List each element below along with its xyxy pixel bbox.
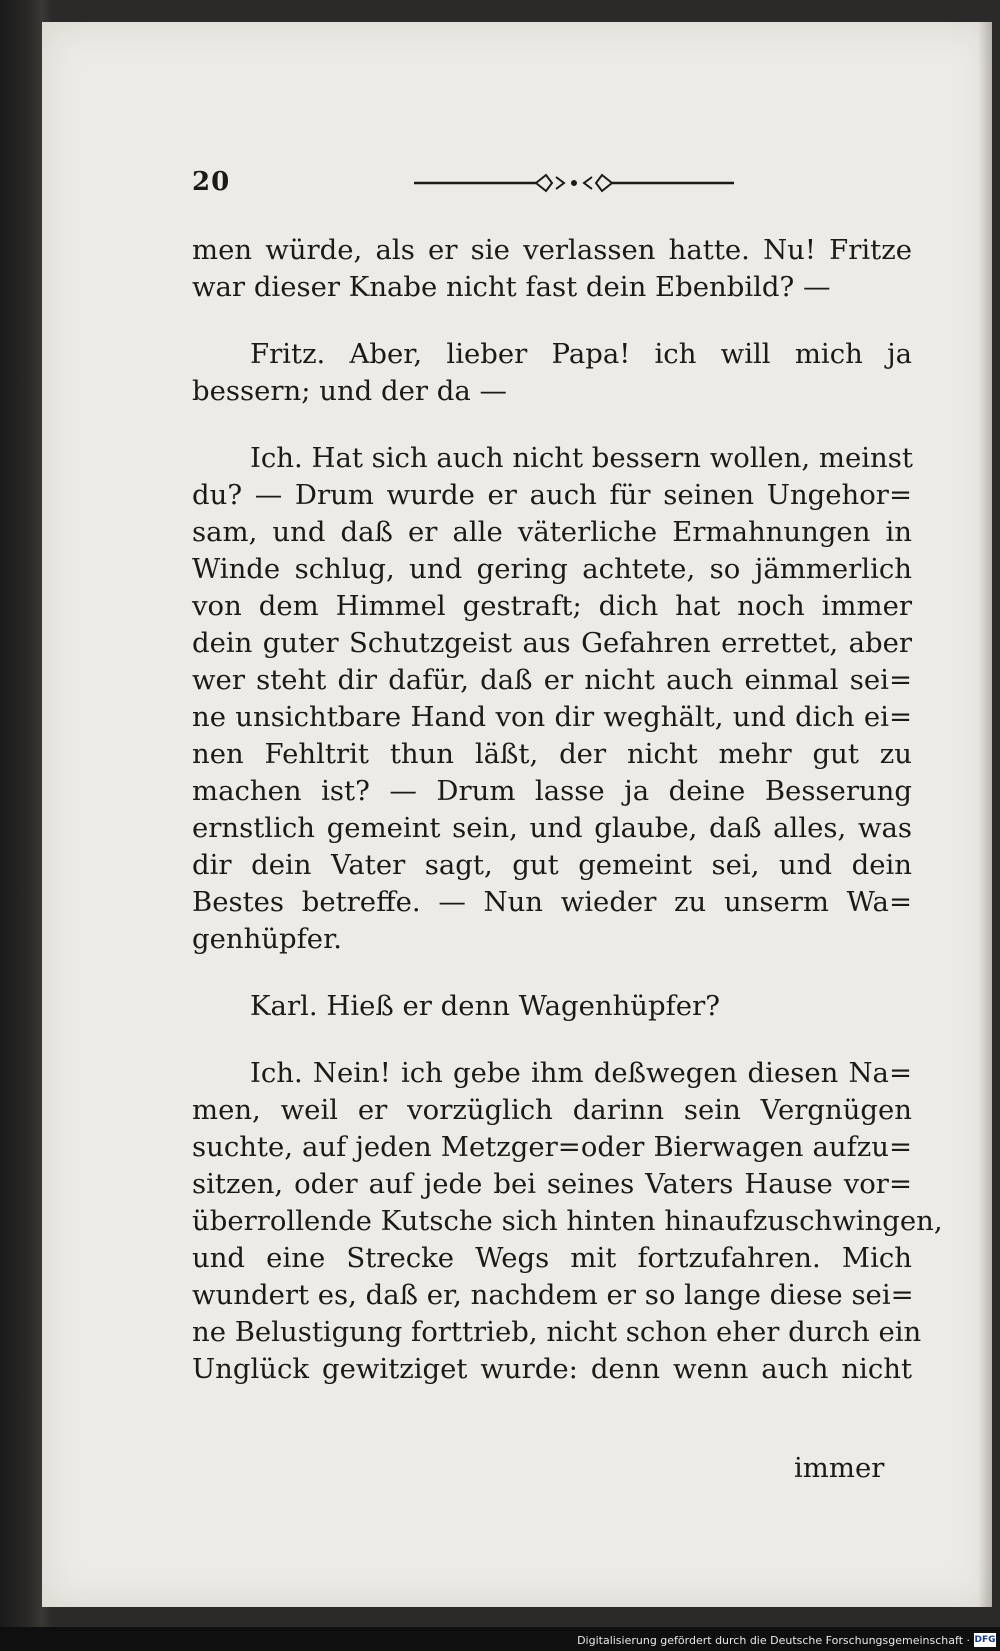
text-line: ernstlich gemeint sein, und glaube, daß alles, was: [192, 812, 912, 844]
page-number: 20: [192, 167, 231, 197]
text-line: Karl. Hieß er denn Wagenhüpfer?: [250, 990, 720, 1022]
page-header: [192, 167, 912, 207]
dfg-logo-icon: DFG: [974, 1635, 996, 1645]
text-line: genhüpfer.: [192, 923, 342, 955]
text-line: und eine Strecke Wegs mit fortzufahren. Mich: [192, 1242, 912, 1274]
text-line: ne unsichtbare Hand von dir weghält, und dich ei=: [192, 701, 912, 733]
book-page: [42, 22, 992, 1607]
text-line: Ich. Hat sich auch nicht bessern wollen, meinst: [250, 442, 913, 474]
text-line: nen Fehltrit thun läßt, der nicht mehr gut zu: [192, 738, 912, 770]
text-line: wer steht dir dafür, daß er nicht auch einmal sei=: [192, 664, 912, 696]
text-line: ne Belustigung forttrieb, nicht schon eher durch ein: [192, 1316, 922, 1348]
text-line: war dieser Knabe nicht fast dein Ebenbild? —: [192, 271, 831, 303]
text-line: suchte, auf jeden Metzger=oder Bierwagen aufzu=: [192, 1131, 912, 1163]
text-line: von dem Himmel gestraft; dich hat noch immer: [192, 590, 912, 622]
text-line: Unglück gewitziget wurde: denn wenn auch nicht: [192, 1353, 912, 1385]
text-line: men, weil er vorzüglich darinn sein Vergnügen: [192, 1094, 912, 1126]
footer-credit: Digitalisierung gefördert durch die Deutsche Forschungsgemeinschaft ·: [577, 1634, 970, 1647]
text-line: sitzen, oder auf jede bei seines Vaters Hause vor=: [192, 1168, 912, 1200]
text-line: men würde, als er sie verlassen hatte. Nu! Fritze: [192, 234, 912, 266]
text-line: überrollende Kutsche sich hinten hinaufzuschwingen,: [192, 1205, 943, 1237]
text-line: Winde schlug, und gering achtete, so jämmerlich: [192, 553, 912, 585]
text-line: machen ist? — Drum lasse ja deine Besserung: [192, 775, 912, 807]
text-line: du? — Drum wurde er auch für seinen Ungehor=: [192, 479, 912, 511]
text-line: dir dein Vater sagt, gut gemeint sei, und dein: [192, 849, 912, 881]
page-text: [192, 232, 943, 1388]
text-line: Bestes betreffe. — Nun wieder zu unserm Wa=: [192, 886, 912, 918]
text-line: wundert es, daß er, nachdem er so lange diese sei=: [192, 1279, 914, 1311]
text-line: bessern; und der da —: [192, 375, 508, 407]
text-line: sam, und daß er alle väterliche Ermahnungen in: [192, 516, 912, 548]
catchword: immer: [794, 1452, 885, 1484]
text-line: dein guter Schutzgeist aus Gefahren errettet, aber: [192, 627, 912, 659]
text-line: Fritz. Aber, lieber Papa! ich will mich ja: [250, 338, 912, 370]
text-line: Ich. Nein! ich gebe ihm deßwegen diesen Na=: [250, 1057, 912, 1089]
digitization-footer: [0, 1627, 1000, 1651]
decorative-rule-ornament-icon: [414, 171, 734, 195]
